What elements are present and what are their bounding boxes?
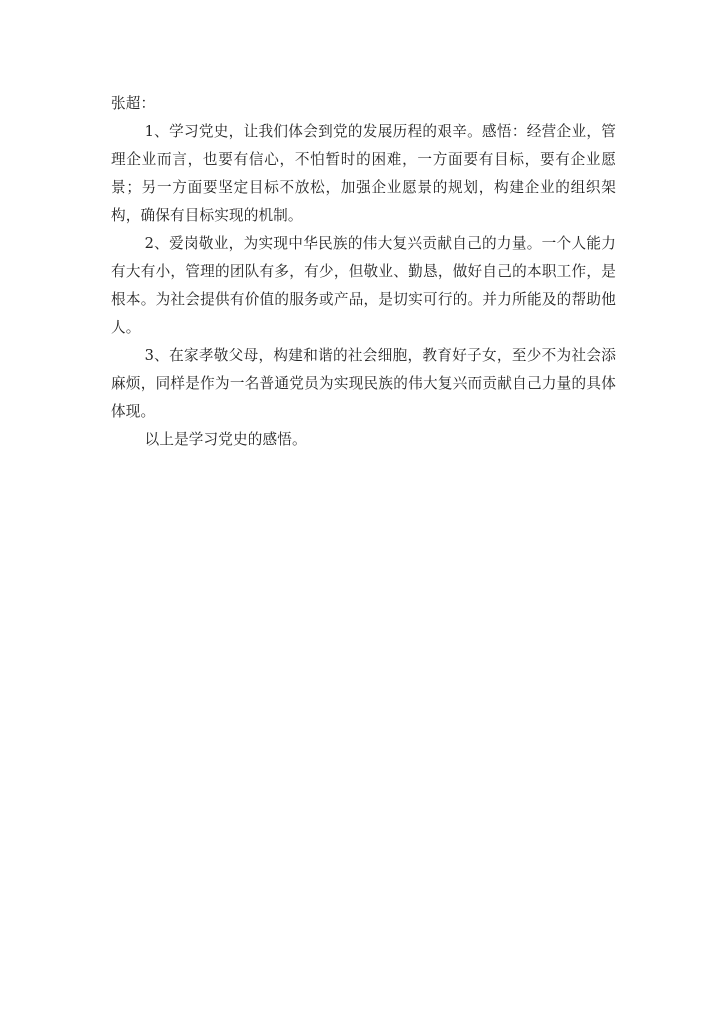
paragraph-1: 1、学习党史，让我们体会到党的发展历程的艰辛。感悟：经营企业，管理企业而言，也要有信心，不怕暂时的困难，一方面要有目标，要有企业愿景；另一方面要坚定目标不放松，加强企业愿景的规划，构建企业的组织架构，确保有目标实现的机制。 [111,123,616,224]
salutation: 张超： [111,95,156,112]
closing-paragraph: 以上是学习党史的感悟。 [144,431,307,448]
document-body [111,90,616,454]
paragraph-2: 2、爱岗敬业，为实现中华民族的伟大复兴贡献自己的力量。一个人能力有大有小，管理的团队有多，有少，但敬业、勤恳，做好自己的本职工作，是根本。为社会提供有价值的服务或产品，是切实可行的。并力所能及的帮助他人。 [111,235,616,336]
paragraph-3: 3、在家孝敬父母，构建和谐的社会细胞，教育好子女，至少不为社会添麻烦，同样是作为一名普通党员为实现民族的伟大复兴而贡献自己力量的具体体现。 [111,347,616,420]
